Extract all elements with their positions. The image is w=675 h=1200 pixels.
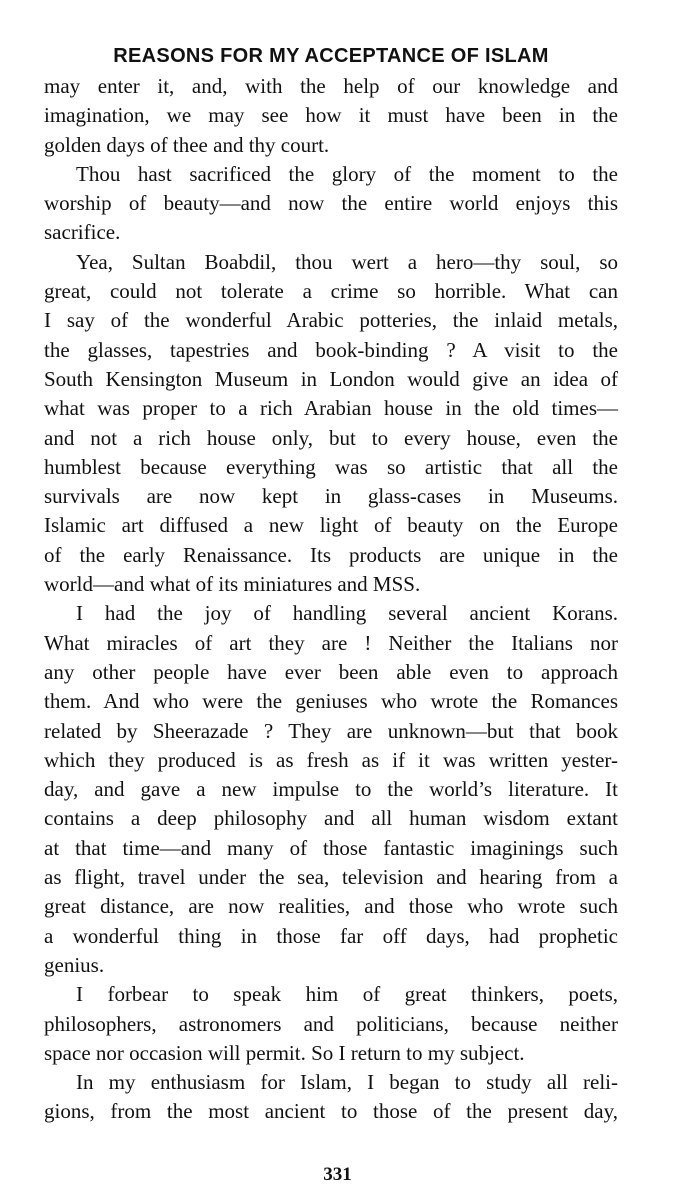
text-line: may enter it, and, with the help of our knowledge and [44,74,618,98]
text-line: contains a deep philosophy and all human wisdom extant [44,806,618,831]
paragraph [44,248,618,600]
paragraph [44,160,618,248]
running-head: REASONS FOR MY ACCEPTANCE OF ISLAM [113,45,549,67]
text-line: sacrifice. [44,220,121,245]
text-line: survivals are now kept in glass-cases in Museums. [44,484,618,509]
text-line: great, could not tolerate a crime so horrible. What can [44,279,618,304]
paragraph [44,599,618,980]
text-line: the glasses, tapestries and book-binding ? A visit to the [44,337,618,362]
text-line: as flight, travel under the sea, television and hearing from a [44,865,618,890]
text-line: golden days of thee and thy court. [44,132,330,157]
text-line: at that time—and many of those fantastic imaginings such [44,835,618,860]
text-line: them. And who were the geniuses who wrote the Romances [44,689,618,714]
text-line: space nor occasion will permit. So I return to my subject. [44,1040,525,1065]
body-text [44,72,618,1127]
text-line: related by Sheerazade ? They are unknown—but that book [44,718,618,743]
text-line: a wonderful thing in those far off days, had prophetic [44,923,618,948]
text-line: and not a rich house only, but to every house, even the [44,425,618,450]
paragraph [44,72,618,160]
text-line: what was proper to a rich Arabian house in the old times— [44,396,618,421]
text-line: humblest because everything was so artistic that all the [44,454,618,479]
text-line: Thou hast sacrificed the glory of the moment to the [76,161,618,186]
text-line: imagination, we may see how it must have been in the [44,103,618,128]
paragraph [44,980,618,1068]
text-line: I had the joy of handling several ancient Korans. [76,601,618,626]
text-line: I forbear to speak him of great thinkers, poets, [76,982,618,1007]
text-line: any other people have ever been able even to approach [44,659,618,684]
text-line: of the early Renaissance. Its products are unique in the [44,542,618,567]
paragraph [44,1068,618,1127]
text-line: genius. [44,952,105,977]
text-line: In my enthusiasm for Islam, I began to study all reli- [76,1070,618,1095]
text-line: great distance, are now realities, and those who wrote such [44,894,618,919]
text-line: philosophers, astronomers and politicians, because neither [44,1011,618,1036]
page-number: 331 [323,1164,352,1185]
text-line: Yea, Sultan Boabdil, thou wert a hero—thy soul, so [76,249,618,274]
text-line: I say of the wonderful Arabic potteries, the inlaid metals, [44,308,618,333]
text-line: which they produced is as fresh as if it was written yester- [44,747,618,772]
text-line: South Kensington Museum in London would give an idea of [44,366,618,391]
text-line: What miracles of art they are ! Neither the Italians nor [44,630,618,655]
text-line: gions, from the most ancient to those of the present day, [44,1099,618,1124]
text-line: Islamic art diffused a new light of beauty on the Europe [44,513,618,538]
text-line: day, and gave a new impulse to the world’s literature. It [44,777,618,802]
text-line: world—and what of its miniatures and MSS. [44,572,421,597]
text-line: worship of beauty—and now the entire world enjoys this [44,191,618,216]
